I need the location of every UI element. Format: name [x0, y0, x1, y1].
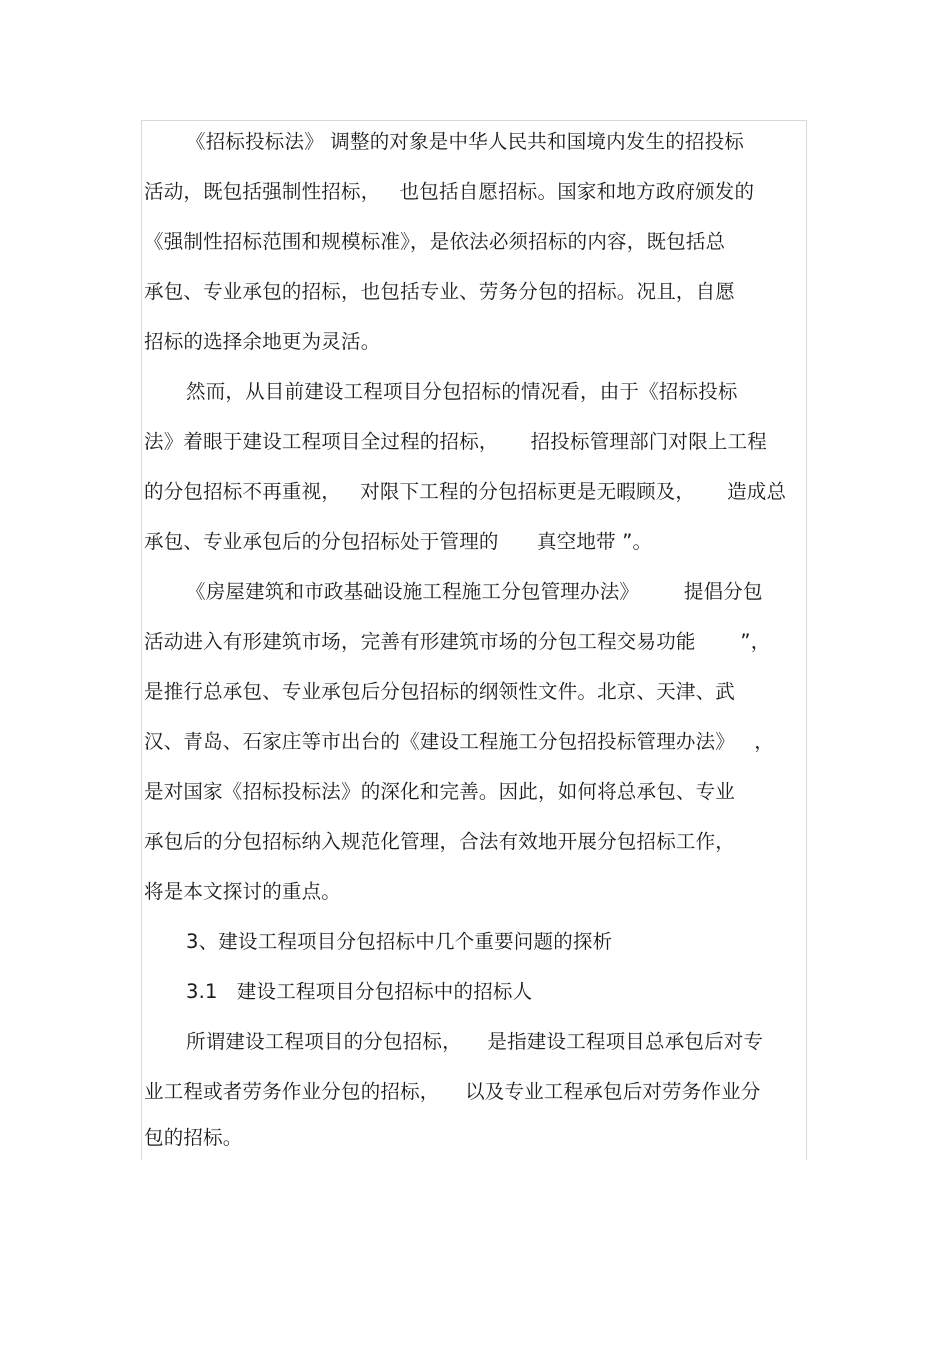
paragraph-4-line-1: 所谓建设工程项目的分包招标， 是指建设工程项目总承包后对专 — [186, 1030, 764, 1053]
paragraph-1-line-5: 招标的选择余地更为灵活。 — [144, 330, 381, 353]
paragraph-3-line-1: 《房屋建筑和市政基础设施工程施工分包管理办法》 提倡分包 — [186, 580, 763, 603]
paragraph-3-line-2: 活动进入有形建筑市场，完善有形建筑市场的分包工程交易功能 ”， — [144, 630, 771, 653]
paragraph-2-line-3: 的分包招标不再重视， 对限下工程的分包招标更是无暇顾及， 造成总 — [144, 480, 787, 503]
section-heading-3: 3、建设工程项目分包招标中几个重要问题的探析 — [186, 930, 613, 953]
paragraph-4-line-3: 包的招标。 — [144, 1126, 243, 1149]
paragraph-1-line-2: 活动，既包括强制性招标， 也包括自愿招标。国家和地方政府颁发的 — [144, 180, 755, 203]
paragraph-1-line-1: 《招标投标法》 调整的对象是中华人民共和国境内发生的招投标 — [186, 130, 744, 153]
paragraph-2-line-4: 承包、专业承包后的分包招标处于管理的 真空地带 ”。 — [144, 530, 653, 553]
paragraph-2-line-2: 法》着眼于建设工程项目全过程的招标， 招投标管理部门对限上工程 — [144, 430, 767, 453]
paragraph-3-line-6: 承包后的分包招标纳入规范化管理，合法有效地开展分包招标工作， — [144, 830, 736, 853]
paragraph-1-line-3: 《强制性招标范围和规模标准》，是依法必须招标的内容，既包括总 — [144, 230, 726, 253]
paragraph-3-line-7: 将是本文探讨的重点。 — [144, 880, 342, 903]
paragraph-3-line-3: 是推行总承包、专业承包后分包招标的纲领性文件。北京、天津、武 — [144, 680, 736, 703]
paragraph-3-line-5: 是对国家《招标投标法》的深化和完善。因此，如何将总承包、专业 — [144, 780, 736, 803]
paragraph-2-line-1: 然而，从目前建设工程项目分包招标的情况看，由于《招标投标 — [186, 380, 738, 403]
paragraph-3-line-4: 汉、青岛、石家庄等市出台的《建设工程施工分包招投标管理办法》 ， — [144, 730, 774, 753]
paragraph-4-line-2: 业工程或者劳务作业分包的招标， 以及专业工程承包后对劳务作业分 — [144, 1080, 761, 1103]
subsection-heading-3-1: 3.1 建设工程项目分包招标中的招标人 — [186, 980, 533, 1003]
page-frame — [141, 120, 807, 1160]
paragraph-1-line-4: 承包、专业承包的招标，也包括专业、劳务分包的招标。况且，自愿 — [144, 280, 736, 303]
